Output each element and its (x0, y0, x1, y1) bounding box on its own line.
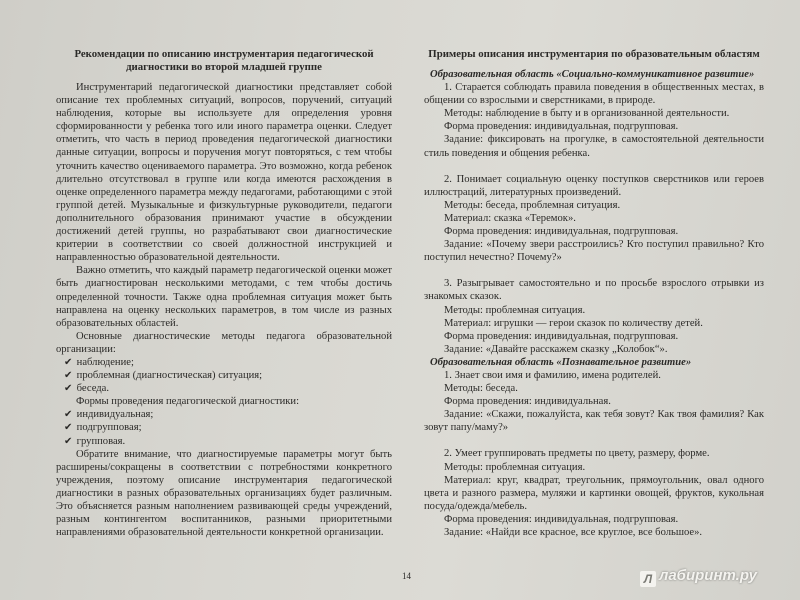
labirint-logo-icon: Л (640, 571, 656, 587)
cog-item-2-task: Задание: «Найди все красное, все круглое, все большое». (444, 527, 703, 538)
left-title-line-2: диагностики во второй младшей группе (126, 61, 322, 73)
page-number: 14 (402, 571, 411, 581)
cog-item-2-text: 2. Умеет группировать предметы по цвету, размеру, форме. (444, 448, 710, 460)
cog-item-2-methods: Методы: проблемная ситуация. (444, 461, 586, 473)
paragraph-2: Важно отметить, что каждый параметр педагогической оценки может быть диагностирован несколькими методами, с тем чтобы достичь определенной точности. Также одна проблемная ситуация может быть направлена на оценку нескольких параметров, в том числе из разных образовательных областей. (56, 265, 392, 329)
area-heading-cognitive: Образовательная область «Познавательное развитие» (430, 356, 692, 368)
watermark-text: лабиринт.ру (659, 567, 757, 584)
checkmark-icon: ✔ (64, 370, 73, 382)
left-title-line-1: Рекомендации по описанию инструментария педагогической (74, 48, 374, 60)
item-1-methods: Методы: наблюдение в быту и в организованной деятельности. (444, 108, 730, 120)
checkmark-icon: ✔ (64, 383, 73, 395)
item-3-task: Задание: «Давайте расскажем сказку „Колобок“». (444, 343, 668, 355)
item-2-material: Материал: сказка «Теремок». (444, 212, 576, 224)
checkmark-icon: ✔ (64, 356, 73, 368)
paragraph-3: Основные диагностические методы педагога образовательной организации: (56, 330, 392, 355)
item-3-form: Форма проведения: индивидуальная, подгрупповая. (444, 330, 679, 342)
spacer (424, 264, 764, 277)
item-1-text: 1. Старается соблюдать правила поведения в общественных местах, в общении со взрослыми и сверстниками, в природе. (424, 82, 764, 107)
item-2-form: Форма проведения: индивидуальная, подгрупповая. (444, 226, 679, 238)
methods-item-1: ✔ наблюдение; (64, 356, 134, 368)
forms-item-3: ✔ групповая. (64, 435, 126, 447)
forms-item-2: ✔ подгрупповая; (64, 422, 142, 434)
cog-item-1-form: Форма проведения: индивидуальная. (444, 396, 611, 408)
spacer (424, 160, 764, 173)
right-column (424, 48, 764, 539)
forms-heading: Формы проведения педагогической диагностики: (76, 396, 300, 408)
cog-item-1-text: 1. Знает свои имя и фамилию, имена родителей. (444, 369, 661, 381)
item-3-material: Материал: игрушки — герои сказок по количеству детей. (444, 317, 703, 329)
cog-item-2-material: Материал: круг, квадрат, треугольник, прямоугольник, овал одного цвета и разного размера, муляжи и картинки овощей, фруктов, кукольная посуда/одежда/мебель. (424, 474, 764, 512)
methods-item-3: ✔ беседа. (64, 383, 110, 395)
item-2-methods: Методы: беседа, проблемная ситуация. (444, 199, 621, 211)
checkmark-icon: ✔ (64, 409, 73, 421)
cog-item-2-form: Форма проведения: индивидуальная, подгрупповая. (444, 513, 679, 525)
item-1-form: Форма проведения: индивидуальная, подгрупповая. (444, 121, 679, 133)
cog-item-1-methods: Методы: беседа. (444, 383, 518, 395)
checkmark-icon: ✔ (64, 422, 73, 434)
paragraph-4: Обратите внимание, что диагностируемые параметры могут быть расширены/сокращены в соответствии с потребностями конкретного учреждения, поэтому описание инструментария педагогической диагностики в разных образовательных организациях будет различным. Это объясняется разным наполнением развивающей среды учреждений, разным контингентом воспитанников, разными приоритетными направлениями образовательной деятельности конкретной организации. (56, 448, 392, 539)
item-3-methods: Методы: проблемная ситуация. (444, 304, 586, 316)
item-2-text: 2. Понимает социальную оценку поступков сверстников или героев иллюстраций, литературных произведений. (424, 173, 764, 198)
item-3-text: 3. Разыгрывает самостоятельно и по просьбе взрослого отрывки из знакомых сказок. (424, 278, 764, 303)
forms-item-1: ✔ индивидуальная; (64, 409, 154, 421)
area-heading-social: Образовательная область «Социально-коммуникативное развитие» (430, 69, 755, 80)
methods-item-2: ✔ проблемная (диагностическая) ситуация; (64, 370, 263, 382)
paragraph-1: Инструментарий педагогической диагностики представляет собой описание тех проблемных ситуаций, вопросов, поручений, ситуаций наблюдения, которые вы используете для определения уровня сформированности у ребенка того или иного параметра оценки. Следует отметить, что часть в период проведения педагогической диагностики данные ситуации, вопросы и поручения могут повторяться, с тем чтобы уточнить качество оцениваемого параметра. Это возможно, когда ребенок длительно отсутствовал в группе или когда имеются расхождения в оценке определенного параметра между педагогами, работающими с этой группой детей. Музыкальные и физкультурные руководители, педагоги дополнительного образования принимают участие в обсуждении достижений детей группы, но разрабатывают свои диагностические критерии в соответствии со своей должностной инструкцией и направленностью образовательной деятельности. (56, 82, 392, 264)
spacer (424, 434, 764, 447)
checkmark-icon: ✔ (64, 435, 73, 447)
left-column (56, 48, 392, 539)
cog-item-1-task: Задание: «Скажи, пожалуйста, как тебя зовут? Как твоя фамилия? Как зовут папу/маму?» (424, 409, 764, 434)
right-title: Примеры описания инструментария по образовательным областям (428, 48, 760, 60)
item-1-task: Задание: фиксировать на прогулке, в самостоятельной деятельности стиль поведения и общения ребенка. (424, 134, 764, 159)
watermark (640, 567, 757, 587)
item-2-task: Задание: «Почему звери расстроились? Кто поступил правильно? Кто поступил нечестно? Почему?» (424, 239, 764, 264)
left-title (56, 48, 392, 74)
